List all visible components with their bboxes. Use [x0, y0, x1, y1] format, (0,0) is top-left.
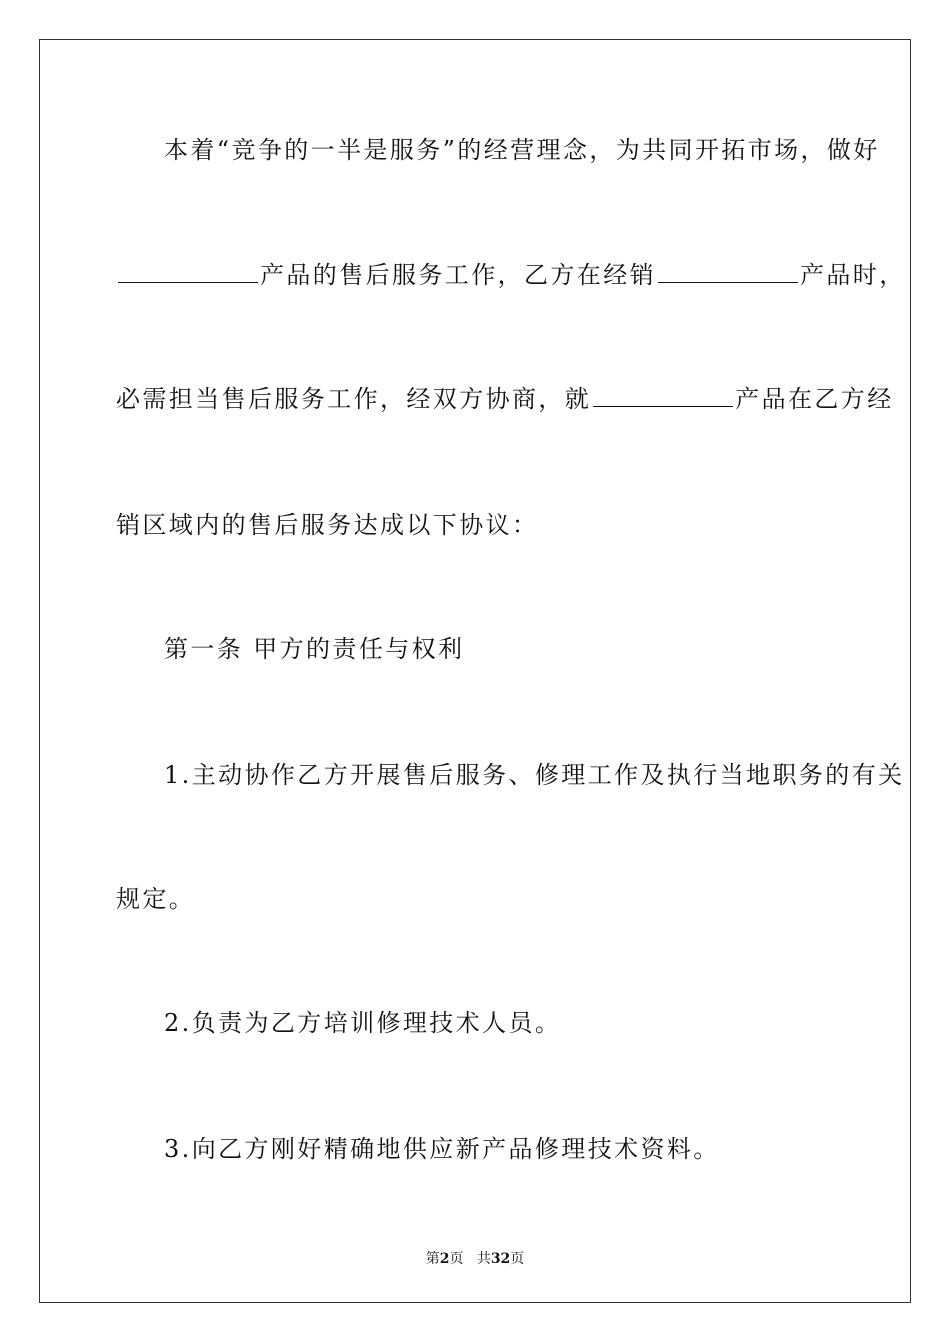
intro-line-3-text-a: 必需担当售后服务工作，经双方协商，就 — [116, 385, 592, 413]
footer-page-number: 2 — [439, 1251, 450, 1267]
intro-line-2-text-a: 产品的售后服务工作，乙方在经销 — [260, 261, 656, 289]
intro-line-1: 本着“竞争的一半是服务”的经营理念，为共同开拓市场，做好 — [164, 136, 880, 164]
intro-line-2 — [116, 260, 906, 290]
intro-line-2-text-b: 产品时， — [800, 261, 906, 289]
blank-field-product-1 — [118, 260, 258, 283]
intro-line-3 — [116, 384, 894, 414]
item-3: 3.向乙方刚好精确地供应新产品修理技术资料。 — [164, 1135, 720, 1163]
article-1-heading: 第一条 甲方的责任与权利 — [164, 635, 465, 663]
footer-total-prefix: 共 — [476, 1251, 491, 1267]
item-1-line-2: 规定。 — [116, 885, 196, 913]
page-footer — [0, 1248, 950, 1268]
footer-page-prefix: 第 — [425, 1251, 440, 1267]
footer-page-suffix: 页 — [449, 1251, 464, 1267]
item-1-line-1: 1.主动协作乙方开展售后服务、修理工作及执行当地职务的有关 — [164, 761, 905, 789]
blank-field-product-2 — [658, 260, 798, 283]
intro-line-4: 销区域内的售后服务达成以下协议： — [116, 511, 539, 539]
item-2: 2.负责为乙方培训修理技术人员。 — [164, 1009, 562, 1037]
page-border — [39, 39, 911, 1303]
footer-total-suffix: 页 — [510, 1251, 525, 1267]
blank-field-product-3 — [593, 384, 733, 407]
footer-total-pages: 32 — [490, 1251, 511, 1267]
intro-line-3-text-b: 产品在乙方经 — [735, 385, 894, 413]
